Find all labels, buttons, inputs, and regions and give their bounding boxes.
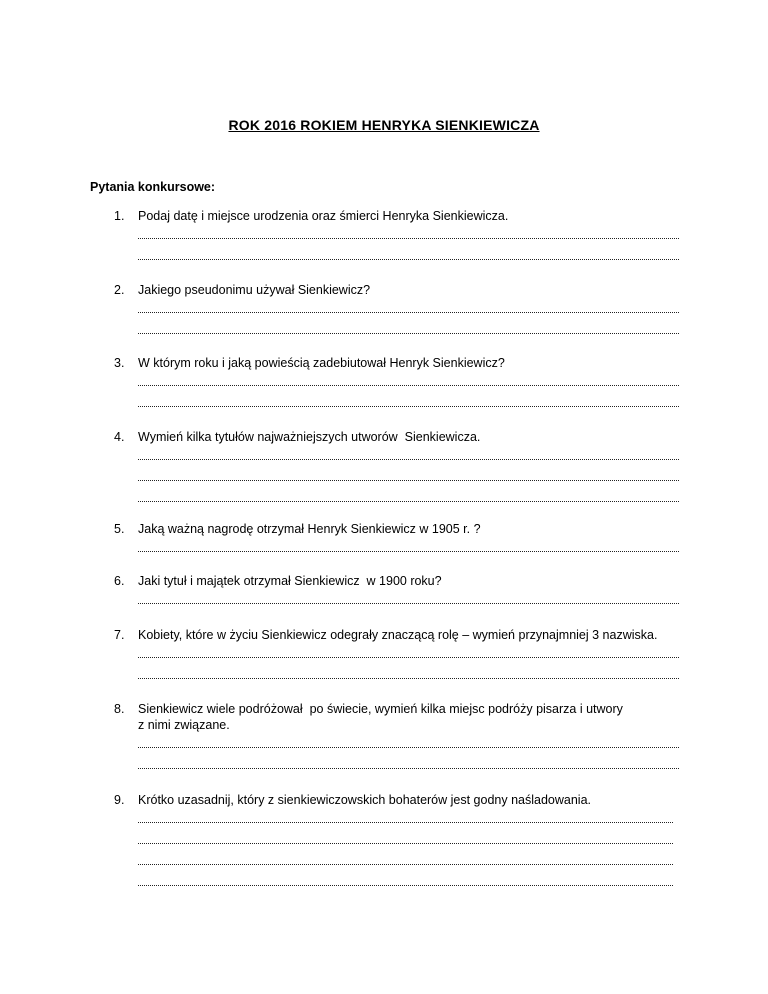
question-text: Wymień kilka tytułów najważniejszych utworów Sienkiewicza. bbox=[138, 430, 481, 444]
question-1 bbox=[114, 208, 679, 266]
page-title: ROK 2016 ROKIEM HENRYKA SIENKIEWICZA bbox=[228, 117, 540, 133]
question-text: Kobiety, które w życiu Sienkiewicz odegrały znaczącą rolę – wymień przynajmniej 3 nazwiska. bbox=[138, 628, 658, 642]
question-text: Jakiego pseudonimu używał Sienkiewicz? bbox=[138, 283, 371, 297]
question-text: W którym roku i jaką powieścią zadebiutował Henryk Sienkiewicz? bbox=[138, 356, 505, 370]
question-number: 5. bbox=[114, 522, 125, 536]
answer-line[interactable] bbox=[138, 589, 679, 610]
answer-line[interactable] bbox=[138, 319, 679, 340]
question-number: 8. bbox=[114, 702, 125, 716]
answer-line[interactable] bbox=[138, 371, 679, 392]
question-text: Sienkiewicz wiele podróżował po świecie, wymień kilka miejsc podróży pisarza i utwory z nimi związane. bbox=[138, 702, 623, 732]
question-5 bbox=[114, 521, 679, 558]
question-number: 3. bbox=[114, 356, 125, 370]
answer-line[interactable] bbox=[138, 445, 679, 466]
question-text: Jaki tytuł i majątek otrzymał Sienkiewicz w 1900 roku? bbox=[138, 574, 442, 588]
question-number: 4. bbox=[114, 430, 125, 444]
question-9 bbox=[114, 792, 679, 892]
question-number: 7. bbox=[114, 628, 125, 642]
answer-line[interactable] bbox=[138, 487, 679, 508]
question-text: Jaką ważną nagrodę otrzymał Henryk Sienkiewicz w 1905 r. ? bbox=[138, 522, 481, 536]
answer-line[interactable] bbox=[138, 245, 679, 266]
question-6 bbox=[114, 573, 679, 610]
answer-line[interactable] bbox=[138, 808, 679, 829]
question-4 bbox=[114, 429, 679, 508]
answer-line[interactable] bbox=[138, 298, 679, 319]
answer-line[interactable] bbox=[138, 829, 679, 850]
question-text: Podaj datę i miejsce urodzenia oraz śmierci Henryka Sienkiewicza. bbox=[138, 209, 509, 223]
answer-line[interactable] bbox=[138, 850, 679, 871]
answer-line[interactable] bbox=[138, 754, 679, 775]
answer-line[interactable] bbox=[138, 466, 679, 487]
question-7 bbox=[114, 627, 679, 685]
answer-line[interactable] bbox=[138, 664, 679, 685]
question-number: 1. bbox=[114, 209, 125, 223]
answer-line[interactable] bbox=[138, 224, 679, 245]
question-2 bbox=[114, 282, 679, 340]
section-heading: Pytania konkursowe: bbox=[90, 180, 216, 194]
answer-line[interactable] bbox=[138, 871, 679, 892]
question-number: 6. bbox=[114, 574, 125, 588]
answer-line[interactable] bbox=[138, 643, 679, 664]
question-number: 2. bbox=[114, 283, 125, 297]
question-number: 9. bbox=[114, 793, 125, 807]
question-3 bbox=[114, 355, 679, 413]
question-text: Krótko uzasadnij, który z sienkiewiczowskich bohaterów jest godny naśladowania. bbox=[138, 793, 592, 807]
answer-line[interactable] bbox=[138, 392, 679, 413]
question-8 bbox=[114, 701, 679, 775]
answer-line[interactable] bbox=[138, 537, 679, 558]
answer-line[interactable] bbox=[138, 733, 679, 754]
